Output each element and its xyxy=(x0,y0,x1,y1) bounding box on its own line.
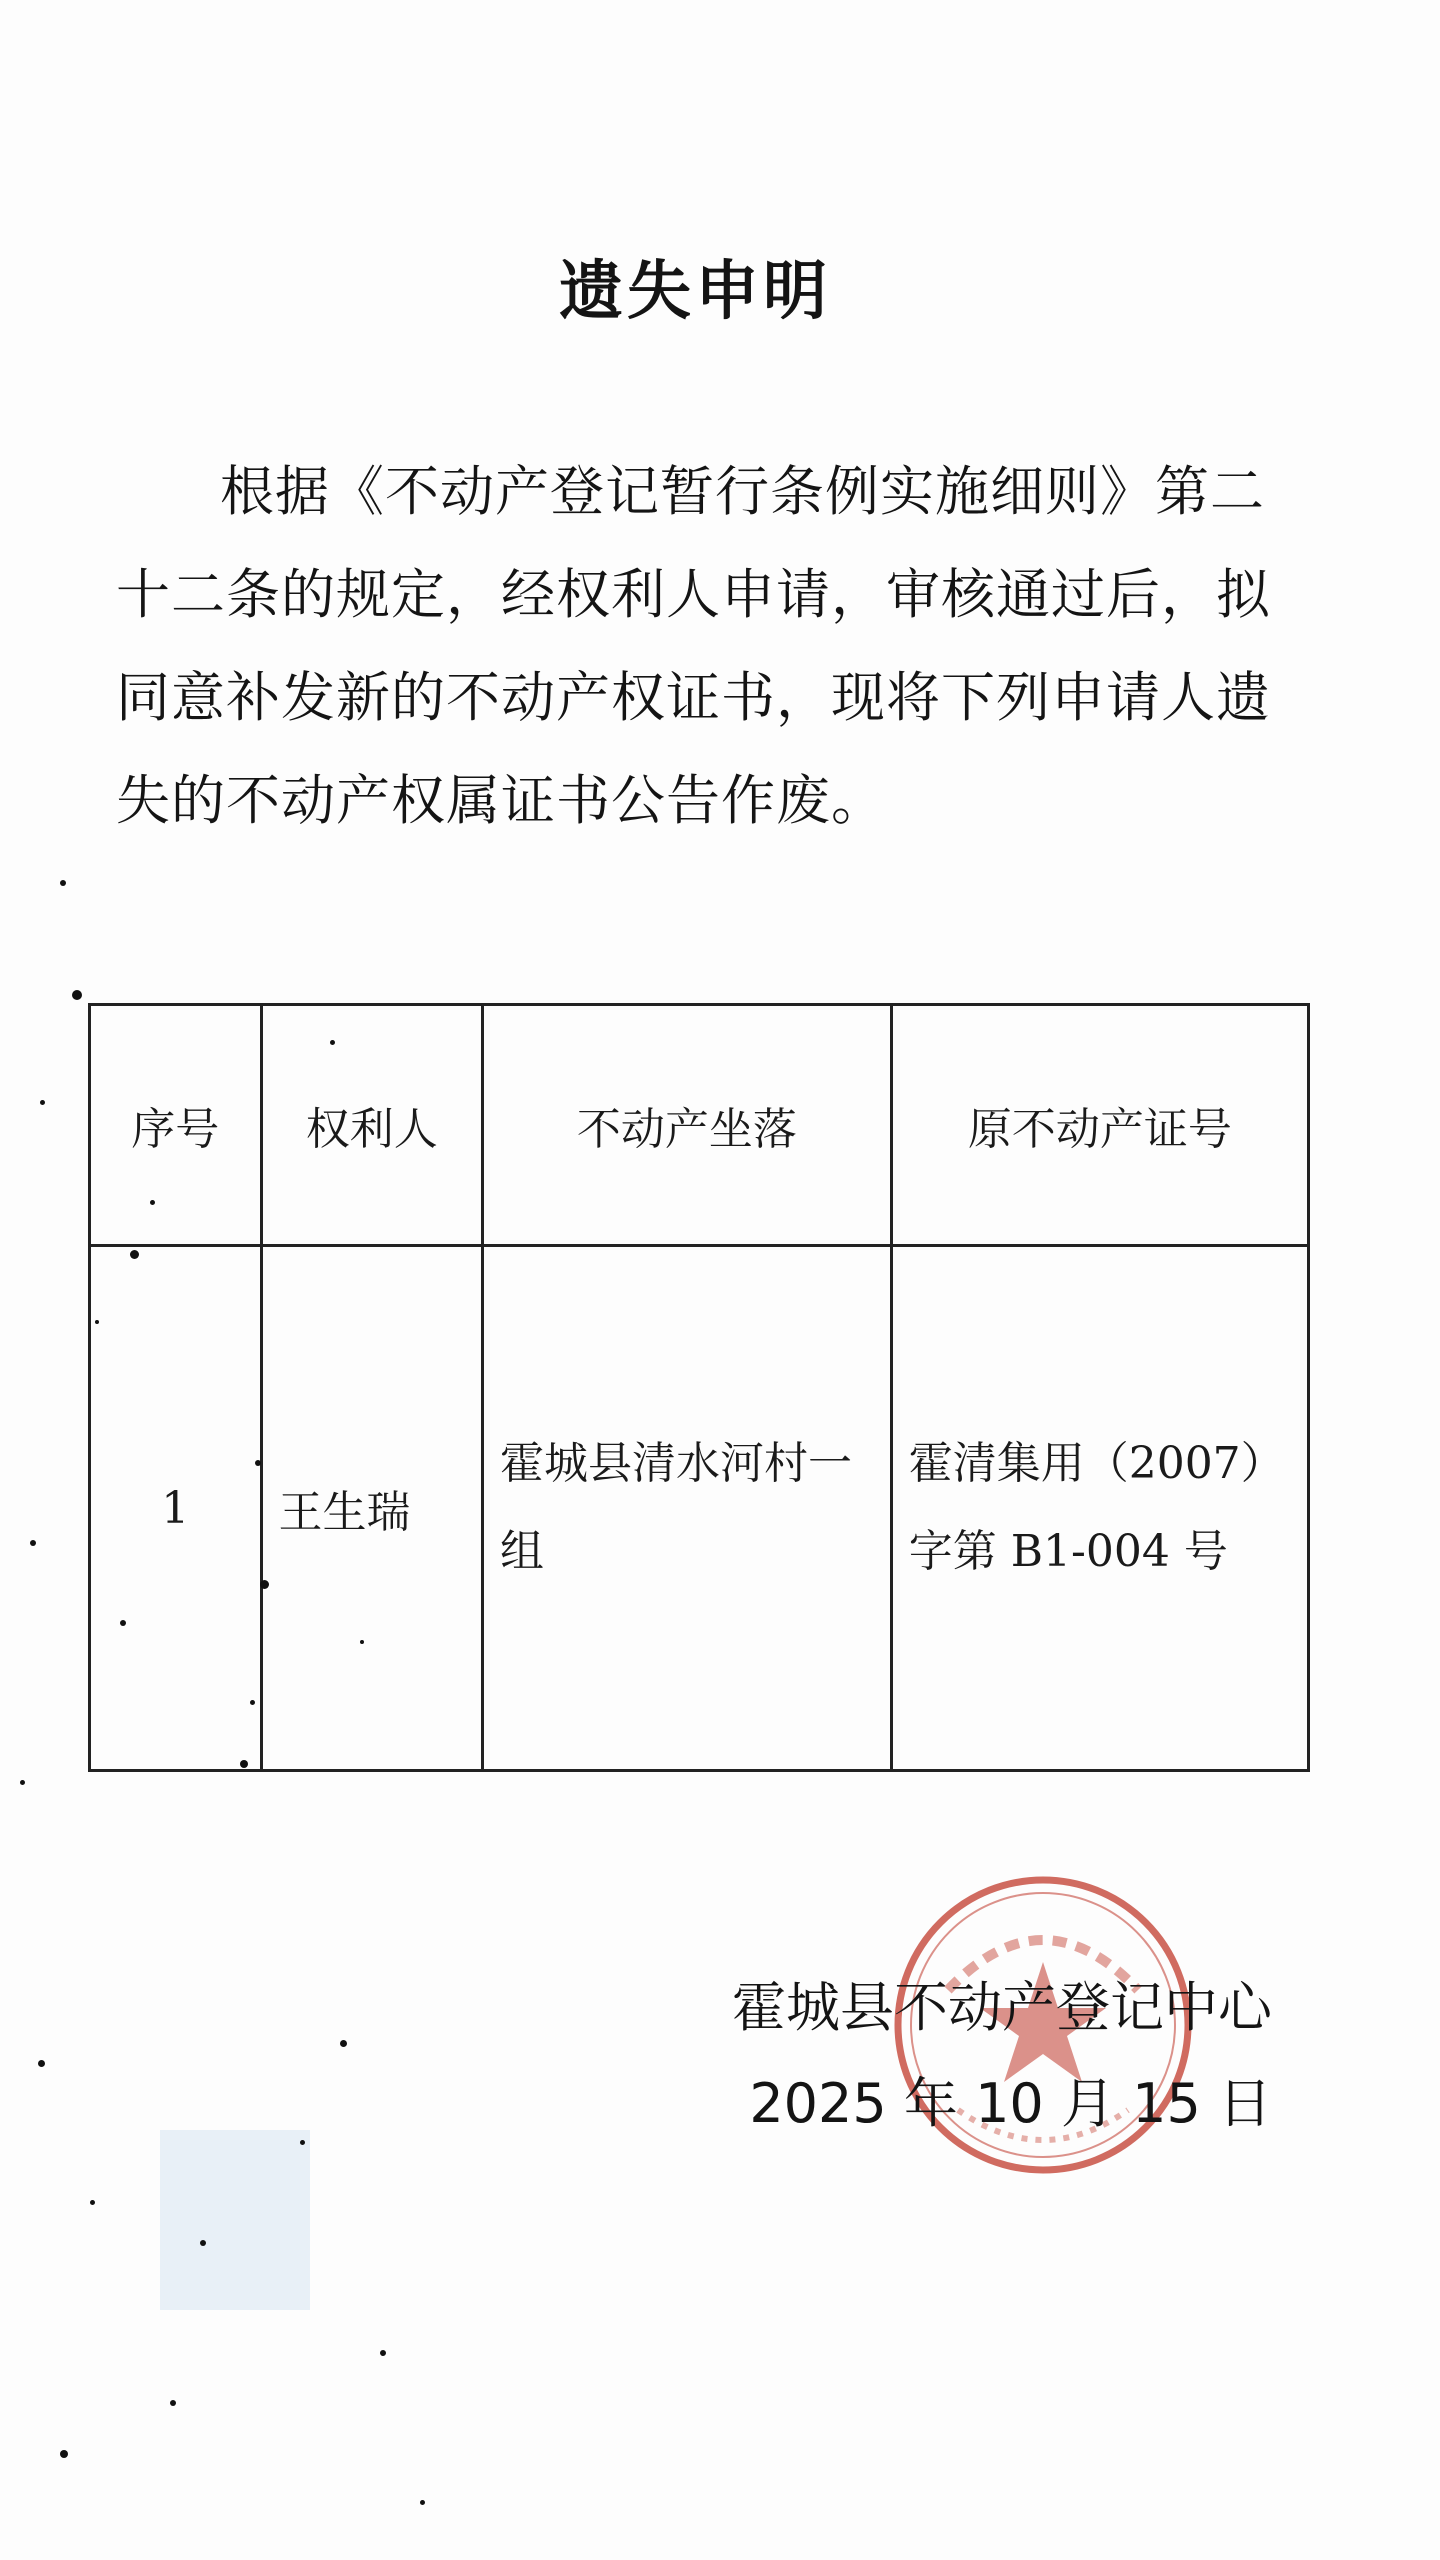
scan-speck xyxy=(130,1250,139,1259)
scan-speck xyxy=(250,1700,255,1705)
table-row xyxy=(90,1246,1309,1771)
scan-speck xyxy=(120,1620,126,1626)
scan-speck xyxy=(40,1100,45,1105)
issue-date: 2025 年 10 月 15 日 xyxy=(749,2072,1272,2135)
cell-location: 霍城县清水河村一组 xyxy=(482,1246,891,1771)
scan-speck xyxy=(170,2400,176,2406)
scan-speck xyxy=(360,1640,364,1644)
scan-speck xyxy=(340,2040,347,2047)
cell-cert-no: 霍清集用（2007）字第 B1-004 号 xyxy=(891,1246,1308,1771)
scan-speck xyxy=(90,2200,95,2205)
scan-speck xyxy=(240,1760,248,1768)
header-cert-no: 原不动产证号 xyxy=(891,1005,1308,1246)
scan-speck xyxy=(72,990,82,1000)
scan-speck xyxy=(380,2350,386,2356)
header-seq: 序号 xyxy=(90,1005,262,1246)
lost-certificate-table xyxy=(88,1003,1310,1772)
cell-seq: 1 xyxy=(90,1246,262,1771)
scan-speck xyxy=(260,1580,269,1589)
scan-speck xyxy=(300,2140,305,2145)
cell-holder: 王生瑞 xyxy=(261,1246,482,1771)
scan-speck xyxy=(30,1540,36,1546)
scan-speck xyxy=(200,2240,206,2246)
table-header-row xyxy=(90,1005,1309,1246)
header-location: 不动产坐落 xyxy=(482,1005,891,1246)
scan-speck xyxy=(330,1040,335,1045)
scan-speck xyxy=(150,1200,155,1205)
notice-title: 遗失申明 xyxy=(559,255,831,329)
header-holder: 权利人 xyxy=(261,1005,482,1246)
notice-body: 根据《不动产登记暂行条例实施细则》第二十二条的规定，经权利人申请，审核通过后，拟同意补发新的不动产权证书，现将下列申请人遗失的不动产权属证书公告作废。 xyxy=(116,460,1271,832)
signature-block xyxy=(732,1960,1272,2152)
issuing-organization: 霍城县不动产登记中心 xyxy=(732,1976,1272,2039)
scan-speck xyxy=(255,1460,261,1466)
scan-speck xyxy=(20,1780,25,1785)
scan-speck xyxy=(38,2060,45,2067)
scan-speck xyxy=(95,1320,99,1324)
scan-smudge xyxy=(160,2130,310,2310)
scan-speck xyxy=(420,2500,425,2505)
scan-speck xyxy=(60,2450,68,2458)
scan-speck xyxy=(60,880,66,886)
